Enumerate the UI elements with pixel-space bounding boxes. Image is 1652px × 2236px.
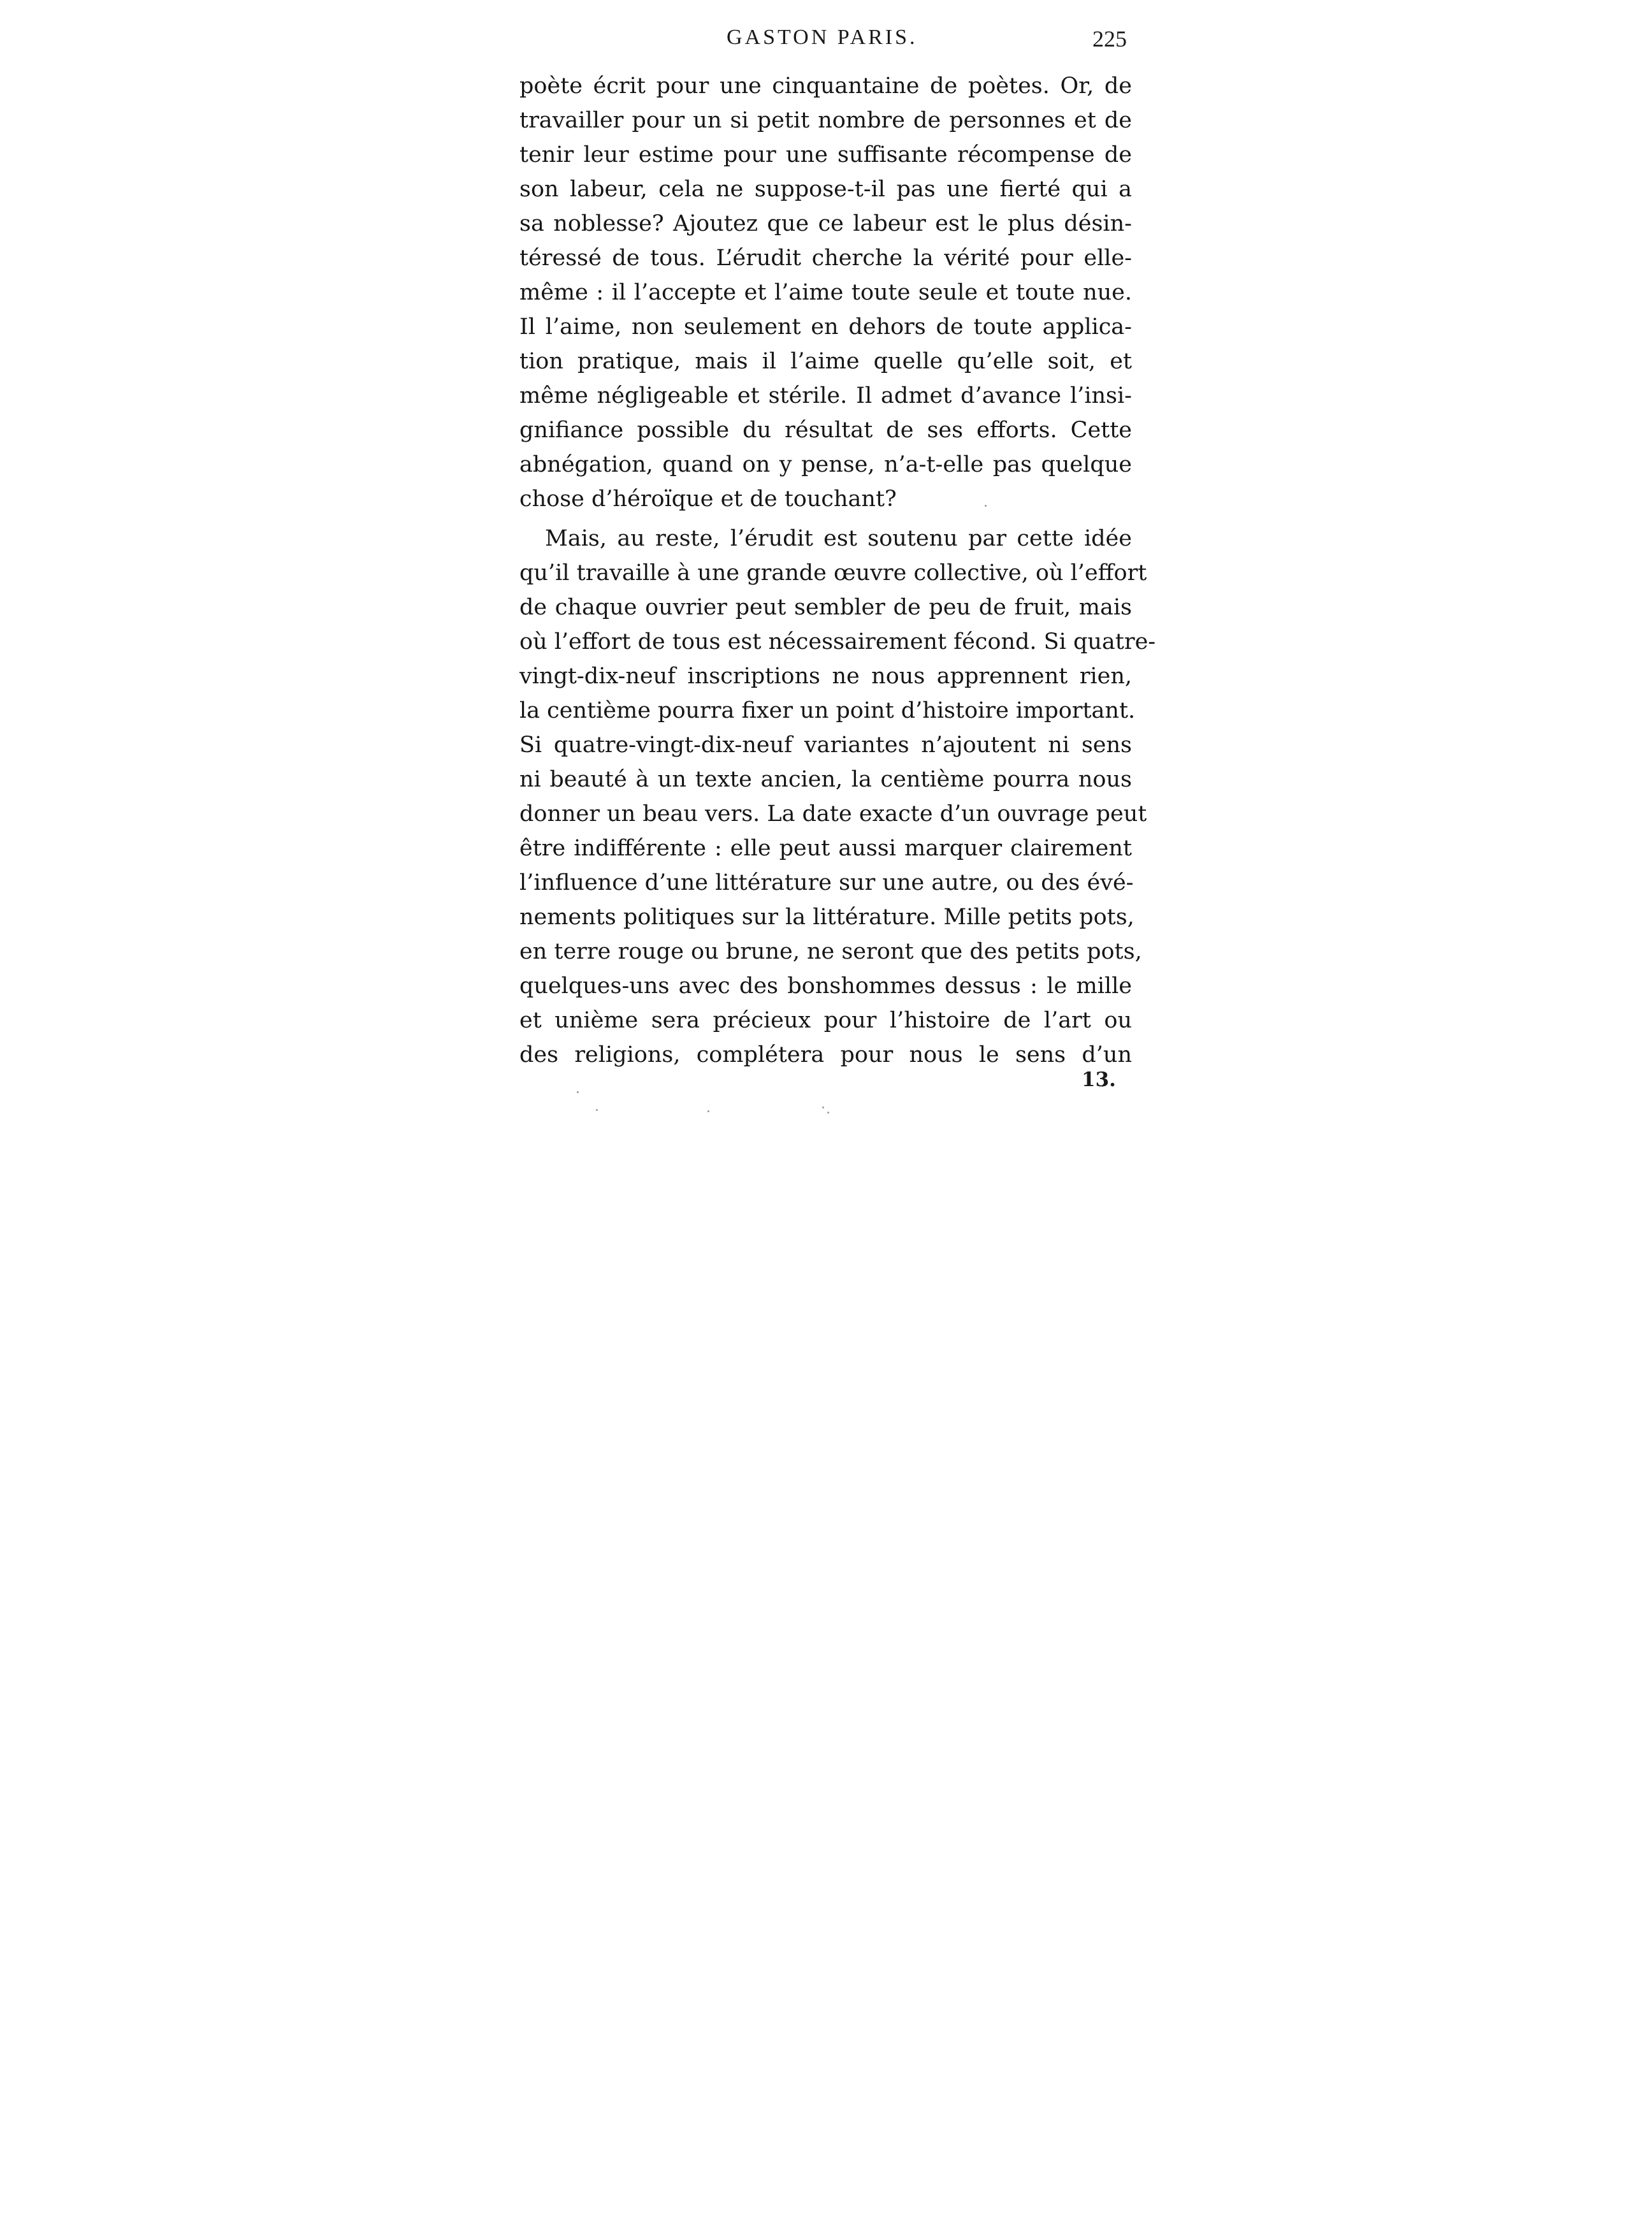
scan-speck [707,1110,709,1112]
text-line: ni beauté à un texte ancien, la centième pourra nous [519,767,1132,792]
text-line: téressé de tous. L’érudit cherche la vérité pour elle- [519,245,1132,271]
text-line: nements politiques sur la littérature. Mille petits pots, [519,904,1134,930]
text-line: chose d’héroïque et de touchant? [519,486,897,512]
text-line: Mais, au reste, l’érudit est soutenu par cette idée [545,526,1132,551]
text-line: des religions, complétera pour nous le sens d’un [519,1042,1132,1068]
text-line: Il l’aime, non seulement en dehors de toute applica- [519,314,1132,340]
page-number: 225 [1092,26,1127,52]
text-line: vingt-dix-neuf inscriptions ne nous apprennent rien, [519,664,1132,689]
text-line: quelques-uns avec des bonshommes dessus : le mille [519,973,1132,999]
text-line: qu’il travaille à une grande œuvre collective, où l’effort [519,560,1147,586]
text-line: sa noblesse? Ajoutez que ce labeur est le plus désin- [519,211,1132,236]
text-line: en terre rouge ou brune, ne seront que des petits pots, [519,939,1142,964]
text-line: gnifiance possible du résultat de ses efforts. Cette [519,417,1132,443]
signature-mark: 13. [1082,1068,1116,1091]
scan-speck [577,1091,579,1093]
text-line: Si quatre-vingt-dix-neuf variantes n’ajoutent ni sens [519,732,1132,758]
scan-speck [822,1107,824,1108]
text-line: être indifférente : elle peut aussi marquer clairement [519,836,1132,861]
text-line: même : il l’accepte et l’aime toute seule et toute nue. [519,280,1132,305]
text-line: la centième pourra fixer un point d’histoire important. [519,698,1136,723]
text-line: tion pratique, mais il l’aime quelle qu’elle soit, et [519,349,1132,374]
running-head: GASTON PARIS. [727,25,918,49]
text-line: et unième sera précieux pour l’histoire de l’art ou [519,1008,1132,1033]
text-line: de chaque ouvrier peut sembler de peu de fruit, mais [519,595,1132,620]
text-line: où l’effort de tous est nécessairement fécond. Si quatre- [519,629,1156,655]
text-line: même négligeable et stérile. Il admet d’avance l’insi- [519,383,1132,409]
scan-speck [985,505,987,507]
text-line: donner un beau vers. La date exacte d’un ouvrage peut [519,801,1147,827]
text-line: travailler pour un si petit nombre de personnes et de [519,108,1132,133]
scan-speck [596,1109,598,1111]
text-line: tenir leur estime pour une suffisante récompense de [519,142,1132,168]
scan-speck [827,1112,829,1114]
text-line: poète écrit pour une cinquantaine de poètes. Or, de [519,73,1132,99]
paragraph [519,521,1156,1072]
body-text [519,69,1156,1072]
text-line: abnégation, quand on y pense, n’a-t-elle pas quelque [519,452,1132,477]
text-line: son labeur, cela ne suppose-t-il pas une fierté qui a [519,177,1132,202]
text-line: l’influence d’une littérature sur une autre, ou des évé- [519,870,1134,896]
paragraph [519,69,1132,516]
